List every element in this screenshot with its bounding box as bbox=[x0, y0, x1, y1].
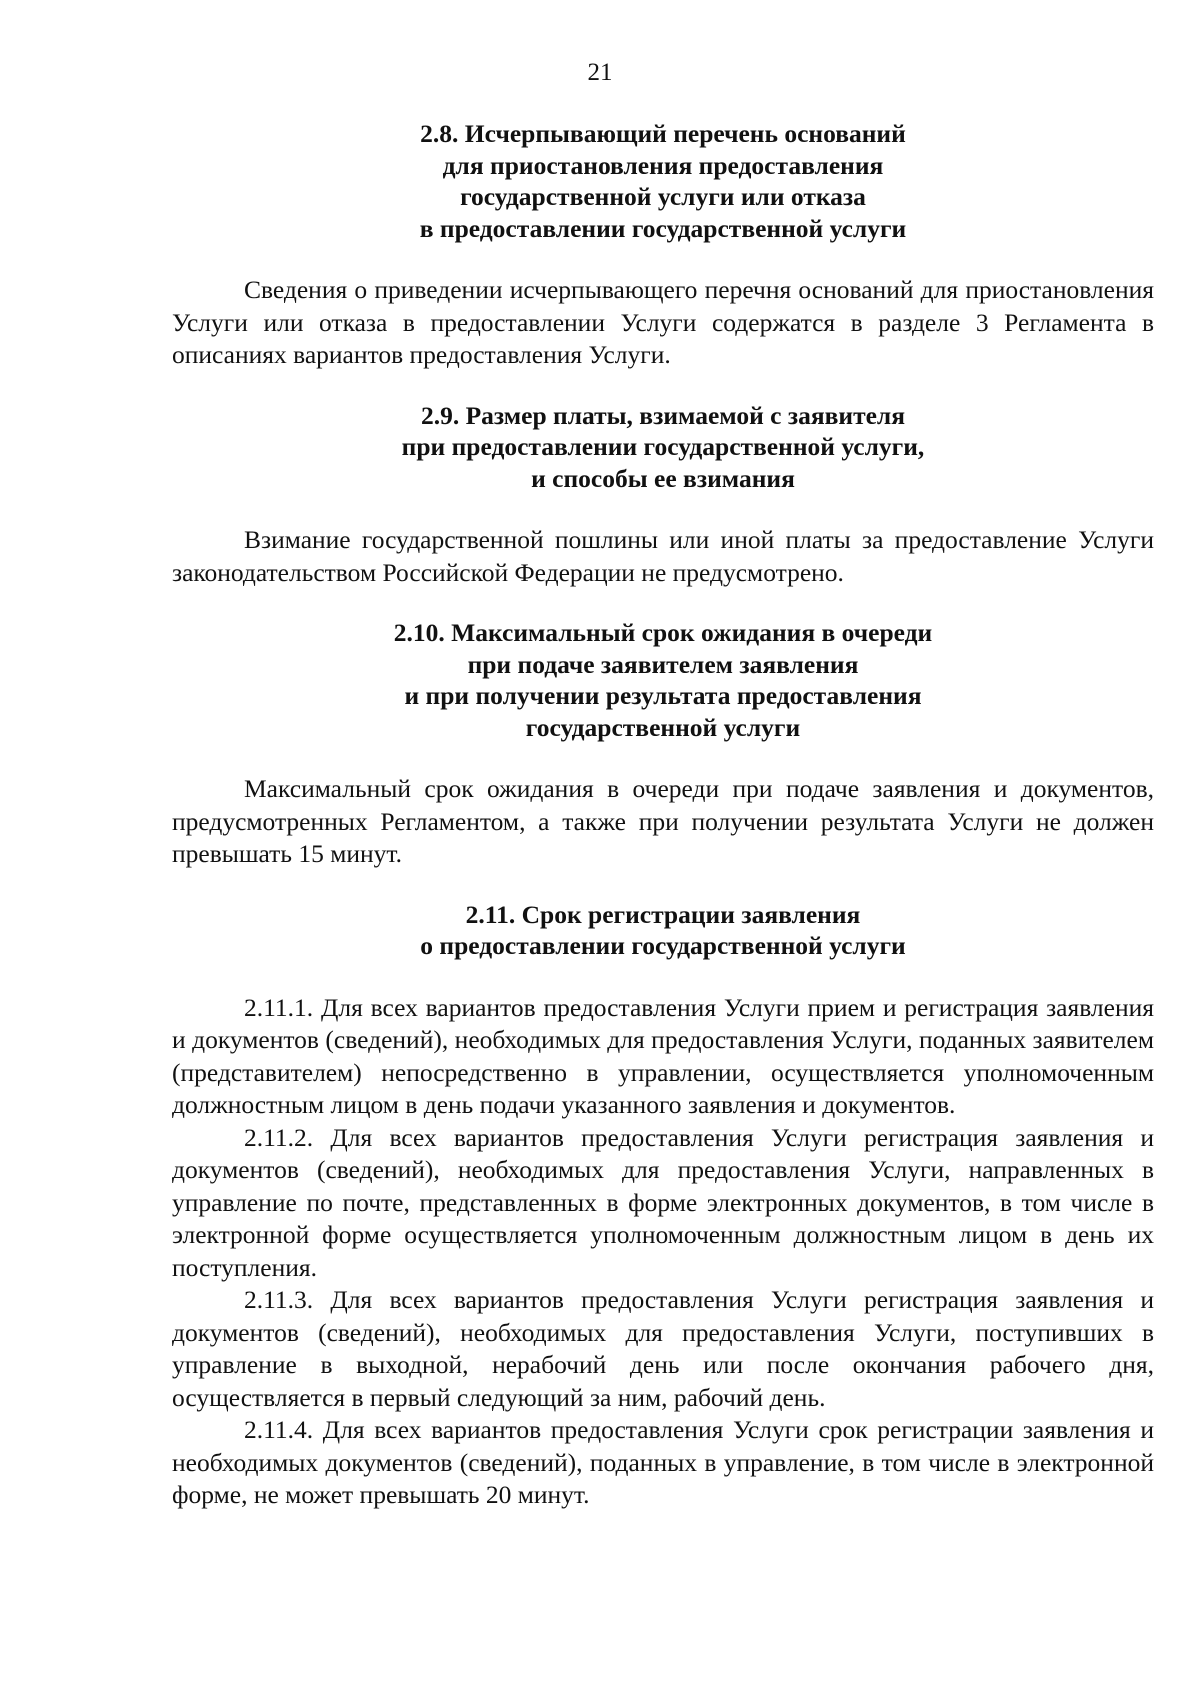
heading-line: 2.10. Максимальный срок ожидания в очереди bbox=[393, 618, 933, 647]
heading-line: для приостановления предоставления bbox=[442, 150, 884, 180]
paragraph: 2.11.4. Для всех вариантов предоставления Услуги срок регистрации заявления и необходимых документов (сведений), поданных в управление, в том числе в электронной форме, не может превышать 20 минут. bbox=[172, 1415, 1154, 1509]
heading-line: 2.8. Исчерпывающий перечень оснований bbox=[420, 119, 906, 148]
section-heading bbox=[172, 400, 1154, 495]
heading-line: при подаче заявителем заявления bbox=[467, 649, 859, 679]
heading-line: в предоставлении государственной услуги bbox=[419, 213, 907, 243]
paragraph: Взимание государственной пошлины или иной платы за предоставление Услуги законодательством Российской Федерации не предусмотрено. bbox=[172, 525, 1154, 587]
section-heading bbox=[172, 617, 1154, 743]
heading-line: государственной услуги или отказа bbox=[460, 182, 866, 211]
heading-line: государственной услуги bbox=[525, 712, 801, 742]
section-2-11 bbox=[172, 899, 1154, 1512]
heading-line: и способы ее взимания bbox=[531, 463, 795, 493]
section-2-8 bbox=[172, 118, 1154, 372]
document-body bbox=[172, 118, 1154, 1512]
paragraph: 2.11.3. Для всех вариантов предоставления Услуги регистрация заявления и документов (сведений), необходимых для предоставления Услуги, поступивших в управление в выходной, нерабочий день или после окончания рабочего дня, осуществляется в первый следующий за ним, рабочий день. bbox=[172, 1285, 1154, 1412]
paragraph: Максимальный срок ожидания в очереди при подаче заявления и документов, предусмотренных Регламентом, а также при получении результата Услуги не должен превышать 15 минут. bbox=[172, 774, 1154, 868]
section-2-10 bbox=[172, 617, 1154, 871]
heading-line: о предоставлении государственной услуги bbox=[420, 931, 906, 960]
paragraph: 2.11.2. Для всех вариантов предоставления Услуги регистрация заявления и документов (сведений), необходимых для предоставления Услуги, направленных в управление по почте, представленных в форме электронных документов, в том числе в электронной форме осуществляется уполномоченным должностным лицом в день их поступления. bbox=[172, 1122, 1154, 1282]
heading-line: 2.9. Размер платы, взимаемой с заявителя bbox=[420, 400, 906, 430]
paragraph: 2.11.1. Для всех вариантов предоставления Услуги прием и регистрация заявления и документов (сведений), необходимых для предоставления Услуги, поданных заявителем (представителем) непосредственно в управлении, осуществляется уполномоченным должностным лицом в день подачи указанного заявления и документов. bbox=[172, 992, 1154, 1119]
paragraph: Сведения о приведении исчерпывающего перечня оснований для приостановления Услуги или отказа в предоставлении Услуги содержатся в разделе 3 Регламента в описаниях вариантов предоставления Услуги. bbox=[172, 275, 1154, 369]
section-heading bbox=[172, 899, 1154, 962]
section-heading bbox=[172, 118, 1154, 244]
page-number: 21 bbox=[587, 59, 613, 86]
heading-line: и при получении результата предоставления bbox=[404, 681, 922, 710]
heading-line: при предоставлении государственной услуги, bbox=[401, 432, 925, 461]
section-2-9 bbox=[172, 400, 1154, 590]
heading-line: 2.11. Срок регистрации заявления bbox=[465, 899, 861, 929]
